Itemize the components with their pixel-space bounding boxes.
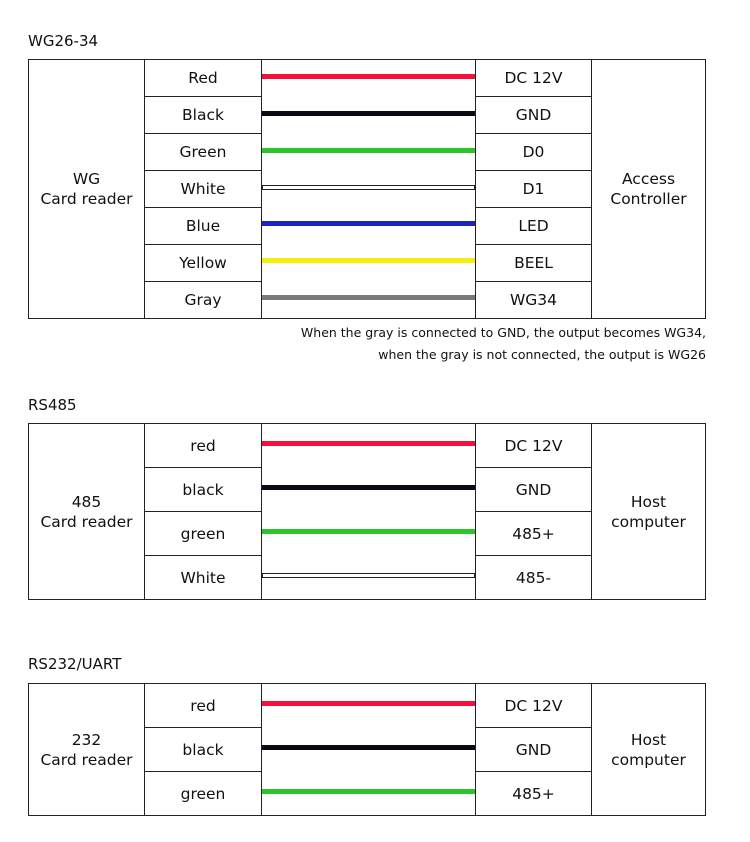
wire-line — [262, 148, 475, 153]
pin-label: GND — [476, 467, 591, 511]
wire-row — [262, 771, 475, 815]
wire-column — [261, 60, 475, 318]
wire-line — [262, 221, 475, 226]
wire-color-label: Green — [145, 133, 261, 170]
wire-row — [262, 244, 475, 281]
pin-column — [475, 60, 591, 318]
pin-label: GND — [476, 727, 591, 771]
wire-line — [262, 258, 475, 263]
wiring-table — [28, 59, 706, 319]
section-title: RS485 — [28, 396, 77, 414]
wire-color-label: green — [145, 511, 261, 555]
wire-row — [262, 684, 475, 728]
pin-label: D0 — [476, 133, 591, 170]
wire-color-column — [145, 424, 261, 599]
wire-color-label: black — [145, 467, 261, 511]
wire-color-column — [145, 60, 261, 318]
wiring-table — [28, 423, 706, 600]
pin-label: WG34 — [476, 281, 591, 318]
wire-line — [262, 745, 475, 750]
wire-line — [262, 441, 475, 446]
wire-color-label: green — [145, 771, 261, 815]
wire-row — [262, 468, 475, 512]
wire-line — [262, 185, 475, 190]
pin-label: DC 12V — [504, 69, 563, 87]
wg-mode-note — [301, 322, 706, 366]
pin-label: D1 — [476, 170, 591, 207]
wire-color-label: Blue — [145, 207, 261, 244]
pin-label: 485+ — [476, 771, 591, 815]
reader-device-label: 485 Card reader — [29, 424, 145, 599]
wire-row — [262, 60, 475, 97]
wire-color-label: White — [145, 170, 261, 207]
pin-label: LED — [476, 207, 591, 244]
wire-row — [262, 134, 475, 171]
wire-column — [261, 424, 475, 599]
wire-color-label: Red — [188, 69, 218, 87]
wire-line — [262, 529, 475, 534]
wire-row — [262, 728, 475, 772]
wire-line — [262, 701, 475, 706]
wire-row — [262, 171, 475, 208]
section-title: WG26-34 — [28, 32, 99, 50]
pin-column — [475, 684, 591, 815]
wire-line — [262, 295, 475, 300]
pin-label: DC 12V — [504, 436, 563, 455]
reader-device-label: 232 Card reader — [29, 684, 145, 815]
section-title: RS232/UART — [28, 655, 122, 673]
pin-column — [475, 424, 591, 599]
wire-row — [262, 512, 475, 556]
wire-row — [262, 424, 475, 468]
host-device-label: Host computer — [591, 424, 705, 599]
note-line-2: when the gray is not connected, the output is WG26 — [378, 347, 706, 362]
wire-line — [262, 111, 475, 116]
wire-line — [262, 74, 475, 79]
wire-color-label: red — [190, 436, 216, 455]
wire-line — [262, 789, 475, 794]
wire-color-label: Gray — [145, 281, 261, 318]
wire-color-label: Black — [145, 96, 261, 133]
host-device-label: Access Controller — [591, 60, 705, 318]
wire-row — [262, 281, 475, 318]
wire-line — [262, 485, 475, 490]
wire-column — [261, 684, 475, 815]
pin-label: 485+ — [476, 511, 591, 555]
wire-row — [262, 97, 475, 134]
reader-device-label: WG Card reader — [29, 60, 145, 318]
wire-row — [262, 555, 475, 599]
pin-label: DC 12V — [504, 696, 563, 715]
pin-label: BEEL — [476, 244, 591, 281]
host-device-label: Host computer — [591, 684, 705, 815]
wire-color-label: White — [145, 555, 261, 599]
wire-color-label: black — [145, 727, 261, 771]
wire-row — [262, 207, 475, 244]
wire-color-label: red — [190, 696, 216, 715]
wire-color-column — [145, 684, 261, 815]
pin-label: GND — [476, 96, 591, 133]
wiring-table — [28, 683, 706, 816]
pin-label: 485- — [476, 555, 591, 599]
note-line-1: When the gray is connected to GND, the output becomes WG34, — [300, 325, 706, 340]
wire-color-label: Yellow — [145, 244, 261, 281]
wire-line — [262, 573, 475, 578]
